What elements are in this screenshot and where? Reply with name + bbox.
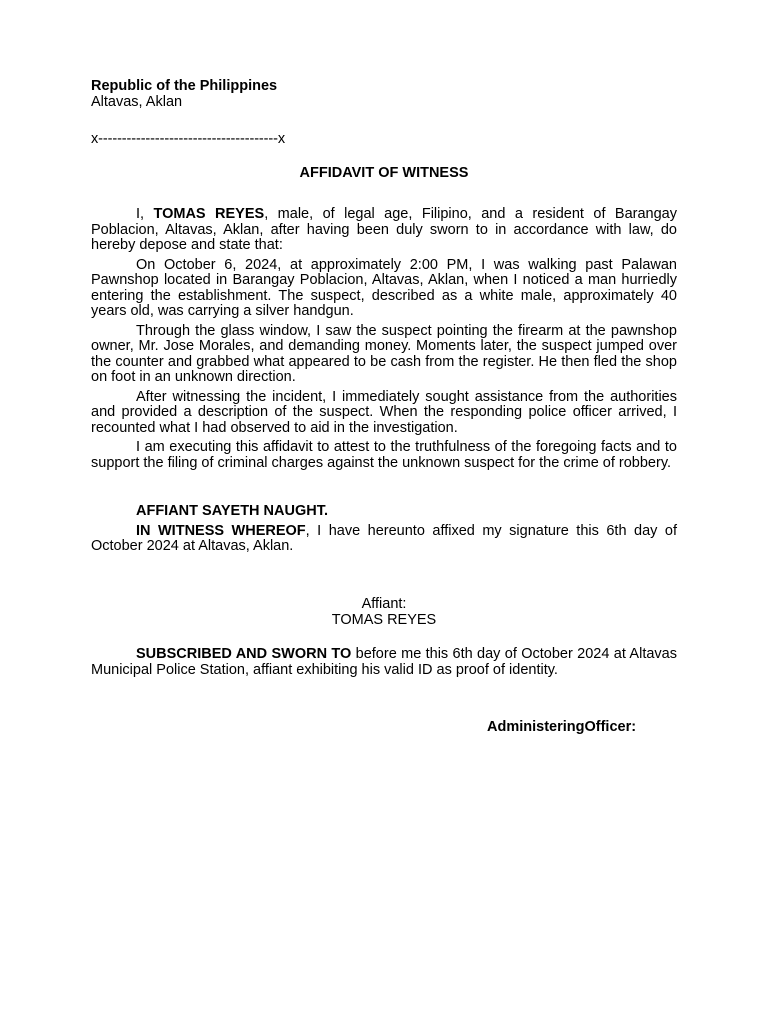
statement-paragraph: Through the glass window, I saw the suspect pointing the firearm at the pawnshop owner, Mr. Jose Morales, and demanding money. Moments later, the suspect jumped over the counter and grabbed what appeared to be cash from the register. He then fled the shop on foot in an unknown direction.: [91, 322, 677, 385]
jurat-section: [91, 647, 677, 678]
naught-text: AFFIANT SAYETH NAUGHT.: [136, 503, 328, 519]
affiant-label: Affiant:: [361, 596, 407, 612]
jurat-rest: before me this 6th day of October 2024 at Altavas Municipal Police Station, affiant exhibiting his valid ID as proof of identity.: [91, 646, 677, 678]
header-country: Republic of the Philippines: [91, 78, 278, 94]
affiant-name-inline: TOMAS REYES: [153, 206, 265, 222]
administering-officer-label: AdministeringOfficer:: [487, 719, 637, 735]
intro-lead: I,: [136, 206, 154, 222]
header-location: Altavas, Aklan: [91, 93, 183, 110]
case-separator: x--------------------------------------x: [91, 131, 285, 147]
closing-section: [91, 504, 677, 559]
affiant-name: TOMAS REYES: [331, 611, 437, 628]
statement-paragraph: On October 6, 2024, at approximately 2:00 PM, I was walking past Palawan Pawnshop located in Barangay Poblacion, Altavas, Aklan, when I noticed a man hurriedly entering the establishment. The suspect, described as a white male, approximately 40 years old, was carrying a silver handgun.: [91, 256, 677, 319]
statement-paragraph: After witnessing the incident, I immediately sought assistance from the authorities and provided a description of the suspect. When the responding police officer arrived, I recounted what I had observed to aid in the investigation.: [91, 388, 677, 436]
statement-paragraph: I am executing this affidavit to attest to the truthfulness of the foregoing facts and to support the filing of criminal charges against the unknown suspect for the crime of robbery.: [91, 439, 677, 471]
document-title: AFFIDAVIT OF WITNESS: [299, 165, 469, 181]
intro-paragraph: [91, 207, 677, 254]
document-header: [91, 79, 277, 110]
affiant-signature-block: [91, 597, 677, 628]
affiant-sayeth-naught: [91, 504, 677, 520]
jurat-bold: SUBSCRIBED AND SWORN TO: [136, 646, 352, 662]
jurat-paragraph: [91, 647, 677, 678]
affidavit-body: [91, 207, 677, 475]
intro-rest: , male, of legal age, Filipino, and a resident of Barangay Poblacion, Altavas, Aklan, after having been duly sworn to in accordance with law, do hereby depose and state that:: [91, 206, 677, 253]
witness-whereof-rest: , I have hereunto affixed my signature this 6th day of October 2024 at Altavas, Aklan.: [91, 522, 677, 554]
witness-whereof-paragraph: [91, 524, 677, 555]
witness-whereof-bold: IN WITNESS WHEREOF: [136, 522, 306, 539]
